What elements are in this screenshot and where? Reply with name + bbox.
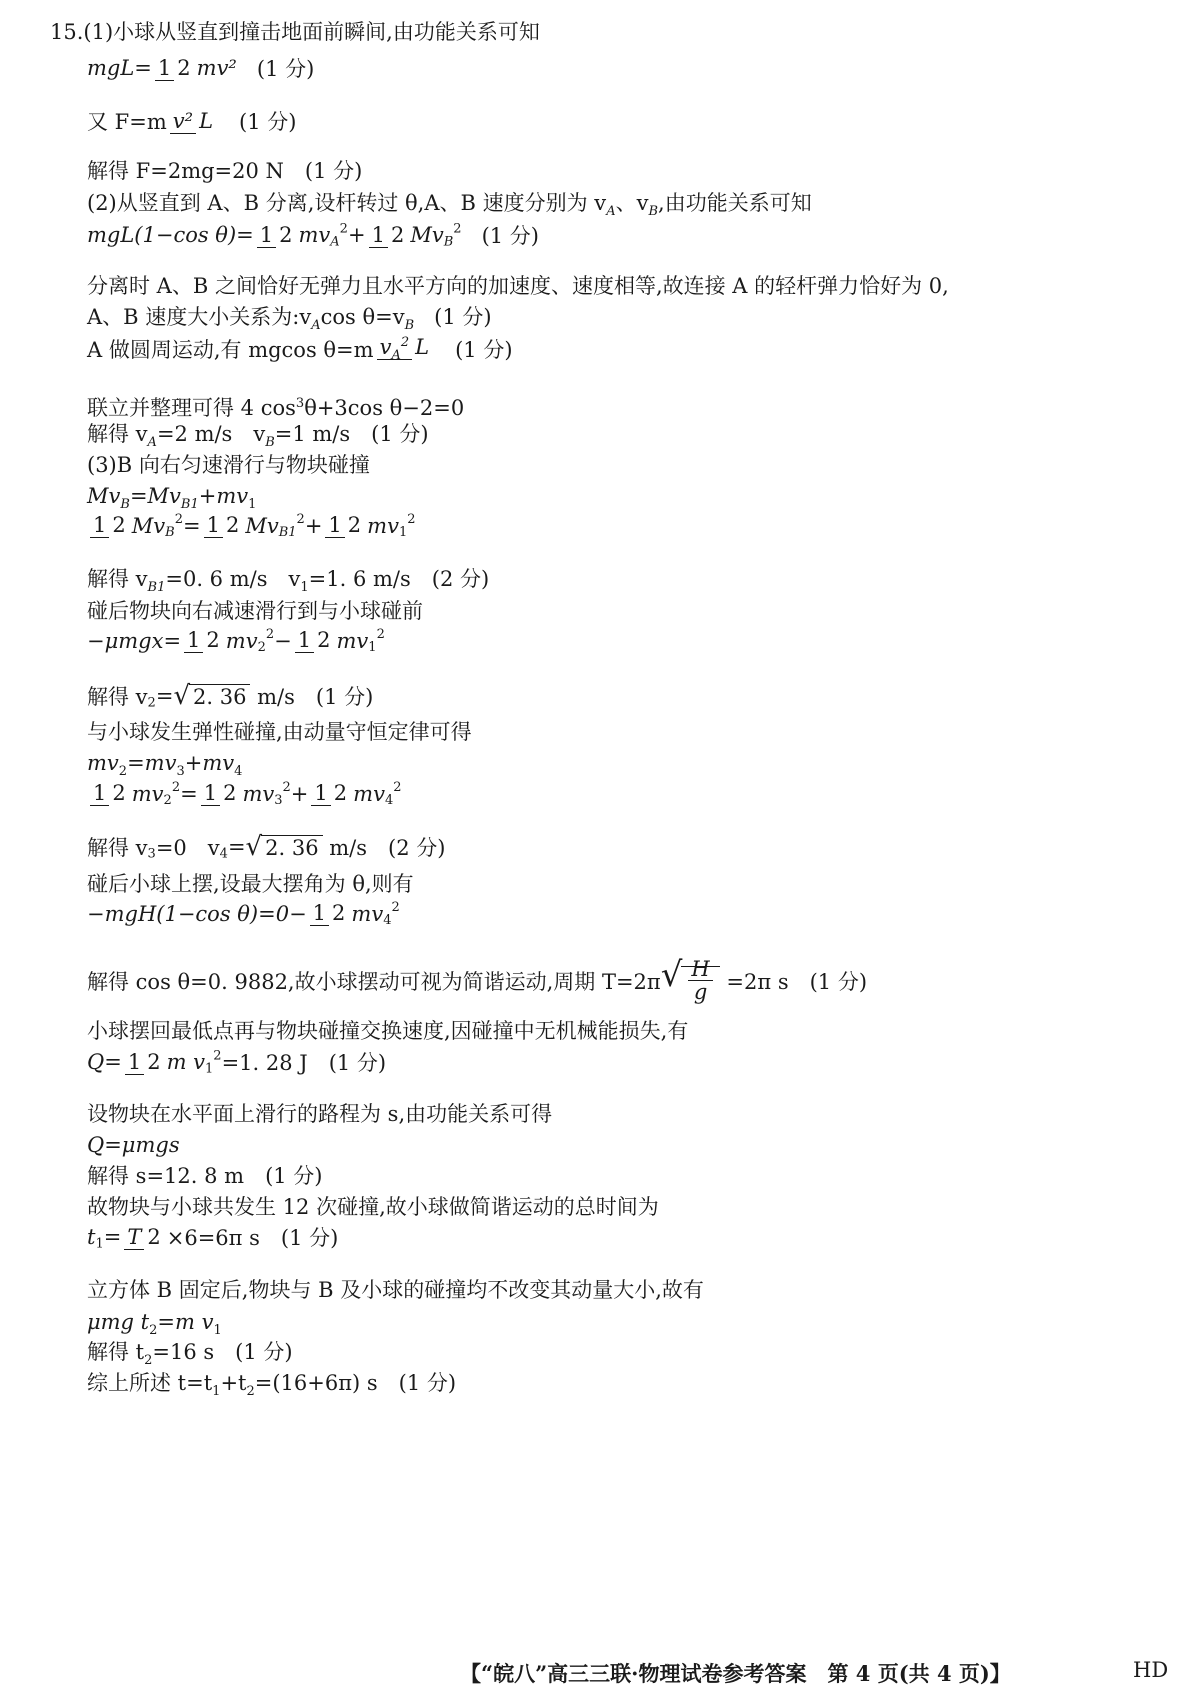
velocity-2-result: 解得 $v_2=√$ 2. 36 m/s (1 分): [87, 681, 374, 711]
velocity-result: 解得 $v_A=2$ m/s $v_B=1$ m/s (1 分): [87, 422, 429, 451]
elastic-collision-intro: 与小球发生弹性碰撞,由动量守恒定律可得: [87, 720, 472, 744]
energy-equation-1: 1 2 $Mv_B^2= 1$ 2 $Mv_{B1}^2+ 1$ 2 $mv_1^2$: [87, 512, 416, 540]
score: (1 分): [239, 110, 297, 134]
sqrt: √ $\frac{H}{g}$: [661, 958, 720, 1003]
collision-count: 故物块与小球共发生 12 次碰撞,故小球做简谐运动的总时间为: [87, 1195, 659, 1219]
collision-result-2: 解得 $v_3=0$ $v_4=√$ 2. 36 m/s (2 分): [87, 832, 446, 862]
text: 15.(1)小球从竖直到撞击地面前瞬间,由功能关系可知: [50, 20, 540, 44]
equation-force: [87, 106, 296, 136]
score: (1 分): [256, 57, 315, 81]
momentum-equation-1: $Mv_B=Mv_{B1}+mv_1$: [87, 484, 257, 513]
footer-title: 【“皖八”高三三联·物理试卷参考答案 第 4 页(共 4 页)】: [460, 1661, 1011, 1686]
fraction: 1 2: [155, 57, 194, 79]
total-time: 综上所述 $t=t_1+t_2=(16+6\pi)$ s (1 分): [87, 1371, 457, 1400]
circular-motion: A 做圆周运动,有 mgcos θ=m $v_A^2$ L (1 分): [87, 334, 513, 363]
page-footer: [0, 1658, 1200, 1688]
swing-equation: −mgH(1−cos θ)=0− 1 2 $mv_4^2$: [87, 900, 400, 929]
text: 又 F=m: [87, 110, 167, 134]
footer-code: HD: [1133, 1658, 1169, 1682]
text: mv²: [196, 56, 237, 80]
question-15-intro: [50, 19, 540, 45]
friction-equation: −μmgx= 1 2 $mv_2^2- 1$ 2 $mv_1^2$: [87, 627, 385, 656]
fixed-cube: 立方体 B 固定后,物块与 B 及小球的碰撞均不改变其动量大小,故有: [87, 1278, 704, 1302]
text: 解得 F=2mg=20 N (1 分): [87, 159, 363, 183]
text: mgL=: [87, 56, 152, 80]
path-intro: 设物块在水平面上滑行的路程为 s,由功能关系可得: [87, 1102, 553, 1126]
part-2-intro: (2)从竖直到 A、B 分离,设杆转过 θ,A、B 速度分别为 $v_A$、$v_B$,由功能关系可知: [87, 191, 812, 220]
swing-intro: 碰后小球上摆,设最大摆角为 θ,则有: [87, 872, 414, 896]
score: (1 分): [455, 338, 513, 362]
sqrt: √ 2. 36: [246, 834, 323, 860]
heat-equation: Q= 1 2 m $v_1^2=1$. 28 J (1 分): [87, 1048, 387, 1077]
impulse-equation: μmg $t_2=m$ $v_1$: [87, 1310, 222, 1339]
energy-equation-2: 1 2 $mv_2^2= 1$ 2 $mv_3^2+ 1$ 2 $mv_4^2$: [87, 780, 402, 808]
block-slides: 碰后物块向右减速滑行到与小球碰前: [87, 599, 423, 623]
sqrt: √ 2. 36: [173, 683, 250, 709]
time-2-result: 解得 $t_2=16$ s (1 分): [87, 1340, 293, 1369]
swing-back: 小球摆回最低点再与物块碰撞交换速度,因碰撞中无机械能损失,有: [87, 1019, 689, 1043]
momentum-equation-2: $mv_2=mv_3+mv_4$: [87, 751, 243, 780]
time-1-equation: $t_1= T$ 2 ×6=6π s (1 分): [87, 1224, 339, 1252]
fraction: v² L: [170, 110, 216, 132]
score: (1 分): [481, 224, 539, 248]
result-force: [87, 158, 362, 184]
combined-equation: 联立并整理可得 4 $\cos^3\theta+3\cos$ θ−2=0: [87, 396, 465, 420]
collision-result-1: 解得 $v_{B1}=0$. 6 m/s $v_1=1$. 6 m/s (2 分): [87, 567, 490, 596]
separation-condition: 分离时 A、B 之间恰好无弹力且水平方向的加速度、速度相等,故连接 A 的轻杆弹力恰好为 0,: [87, 274, 949, 298]
velocity-relation: A、B 速度大小关系为$:v_A\cos$ $\theta=v_B$ (1 分): [87, 305, 492, 334]
period-result: 解得 cos θ=0. 9882,故小球摆动可视为简谐运动,周期 T=2π√ $\frac{H}{g}$ =2π s (1 分): [87, 955, 868, 1005]
path-result: 解得 s=12. 8 m (1 分): [87, 1164, 323, 1188]
equation-energy: [87, 53, 314, 83]
equation-energy-2: mgL(1−cos θ)= 1 2 $mv_A^2+ 1$ 2 $Mv_B^2$ (1 分): [87, 221, 539, 250]
heat-friction: Q=μmgs: [87, 1133, 180, 1157]
score: (1 分): [434, 305, 492, 329]
part-3-intro: (3)B 向右匀速滑行与物块碰撞: [87, 453, 370, 477]
